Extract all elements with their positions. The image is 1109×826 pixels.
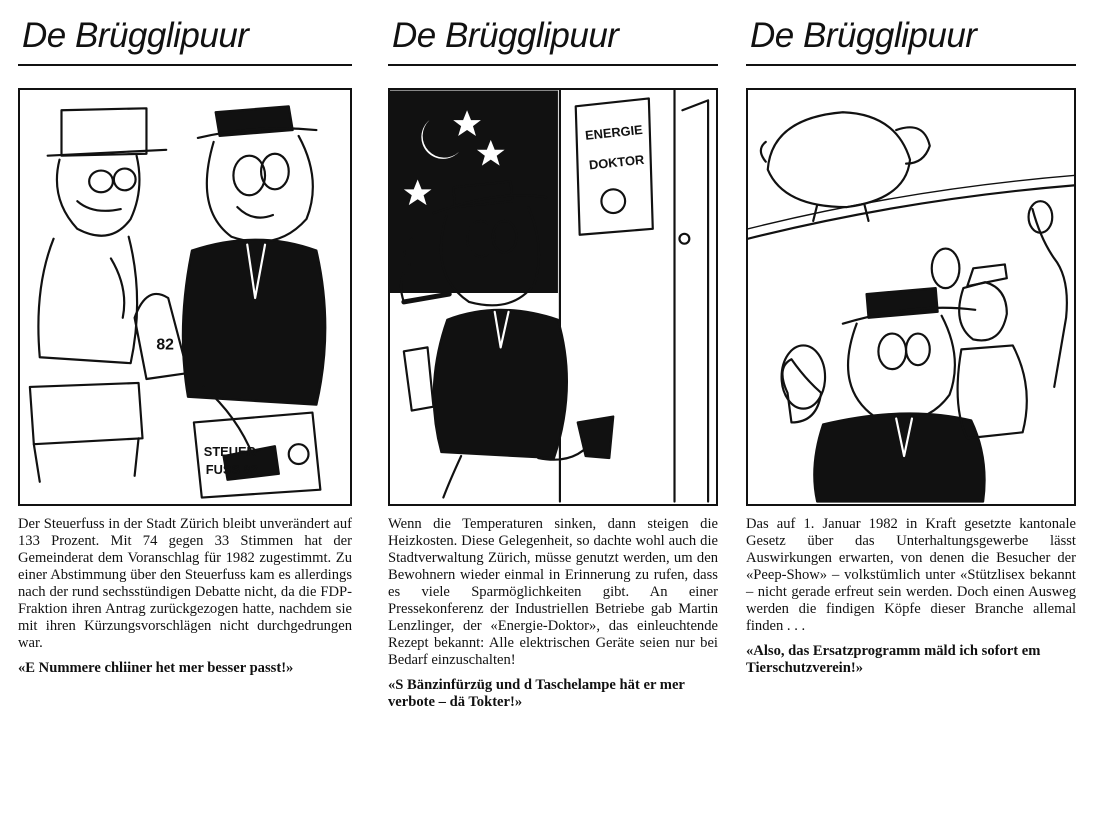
sign-label-line2: DOKTOR <box>588 151 645 173</box>
title-underline <box>746 64 1076 66</box>
comic-strip-1 <box>18 0 352 677</box>
cartoon-panel-energy-doctor <box>388 88 718 506</box>
strip-caption <box>388 516 718 711</box>
caption-quote: «S Bänzinfürzüg und d Taschelampe hät er mer verbote – dä Tokter!» <box>388 677 685 710</box>
shoe-label: 82 <box>156 336 174 354</box>
title-underline <box>388 64 718 66</box>
caption-quote: «Also, das Ersatzprogramm mäld ich sofort em Tierschutzverein!» <box>746 643 1041 676</box>
sign-label-line1: ENERGIE <box>584 121 644 143</box>
comic-strip-3 <box>746 0 1076 677</box>
cartoon-drawing <box>20 90 350 504</box>
strip-title: De Brügglipuur <box>392 16 619 55</box>
crate-label-line2: FUSS 82 <box>205 461 258 477</box>
caption-text: Der Steuerfuss in der Stadt Zürich bleibt unverändert auf 133 Prozent. Mit 74 gegen 33 Stimmen hat der Gemeinderat dem Voranschlag für 1982 zugestimmt. Zu einer Abstimmung über den Steuerfuss kam es allerdings nach der rund sechsstündigen Debatte nicht, da die FDP-Fraktion ihren Antrag zurückgezogen hatte, nachdem sie mit ihren Kürzungsvorschlägen nicht durchgedrungen war. <box>18 516 352 651</box>
cartoon-drawing <box>390 90 716 504</box>
cartoon-drawing <box>748 90 1074 504</box>
title-underline <box>18 64 352 66</box>
caption-text: Das auf 1. Januar 1982 in Kraft gesetzte kantonale Gesetz über das Unterhaltungsgewerbe lässt Auswirkungen erwarten, von denen die Besucher der «Peep-Show» – volkstümlich unter «Stützlisex bekannt – nicht gerade erfreut sein werden. Doch einen Ausweg werden die findigen Köpfe dieser Branche allemal finden . . . <box>746 516 1076 634</box>
strip-caption <box>746 516 1076 677</box>
cartoon-panel-peep-show <box>746 88 1076 506</box>
caption-text: Wenn die Temperaturen sinken, dann steigen die Heizkosten. Diese Gelegenheit, so dachte wohl auch die Stadtverwaltung Zürich, müsse genutzt werden, um den Bewohnern wieder einmal in Erinnerung zu rufen, dass es viele Sparmöglichkeiten gibt. An einer Pressekonferenz der Industriellen Betriebe gab Martin Lenzlinger, der «Energie-Doktor», das einleuchtende Rezept bekannt: Alle elektrischen Geräte seien nur bei Bedarf einzuschalten! <box>388 516 718 668</box>
strip-title: De Brügglipuur <box>750 16 977 55</box>
cartoon-panel-tax-shoe <box>18 88 352 506</box>
caption-quote: «E Nummere chliiner het mer besser passt!» <box>18 660 294 676</box>
crate-label-line1: STEUER- <box>203 444 261 460</box>
strip-caption <box>18 516 352 677</box>
strip-title: De Brügglipuur <box>22 16 249 55</box>
comic-strip-2 <box>388 0 718 711</box>
